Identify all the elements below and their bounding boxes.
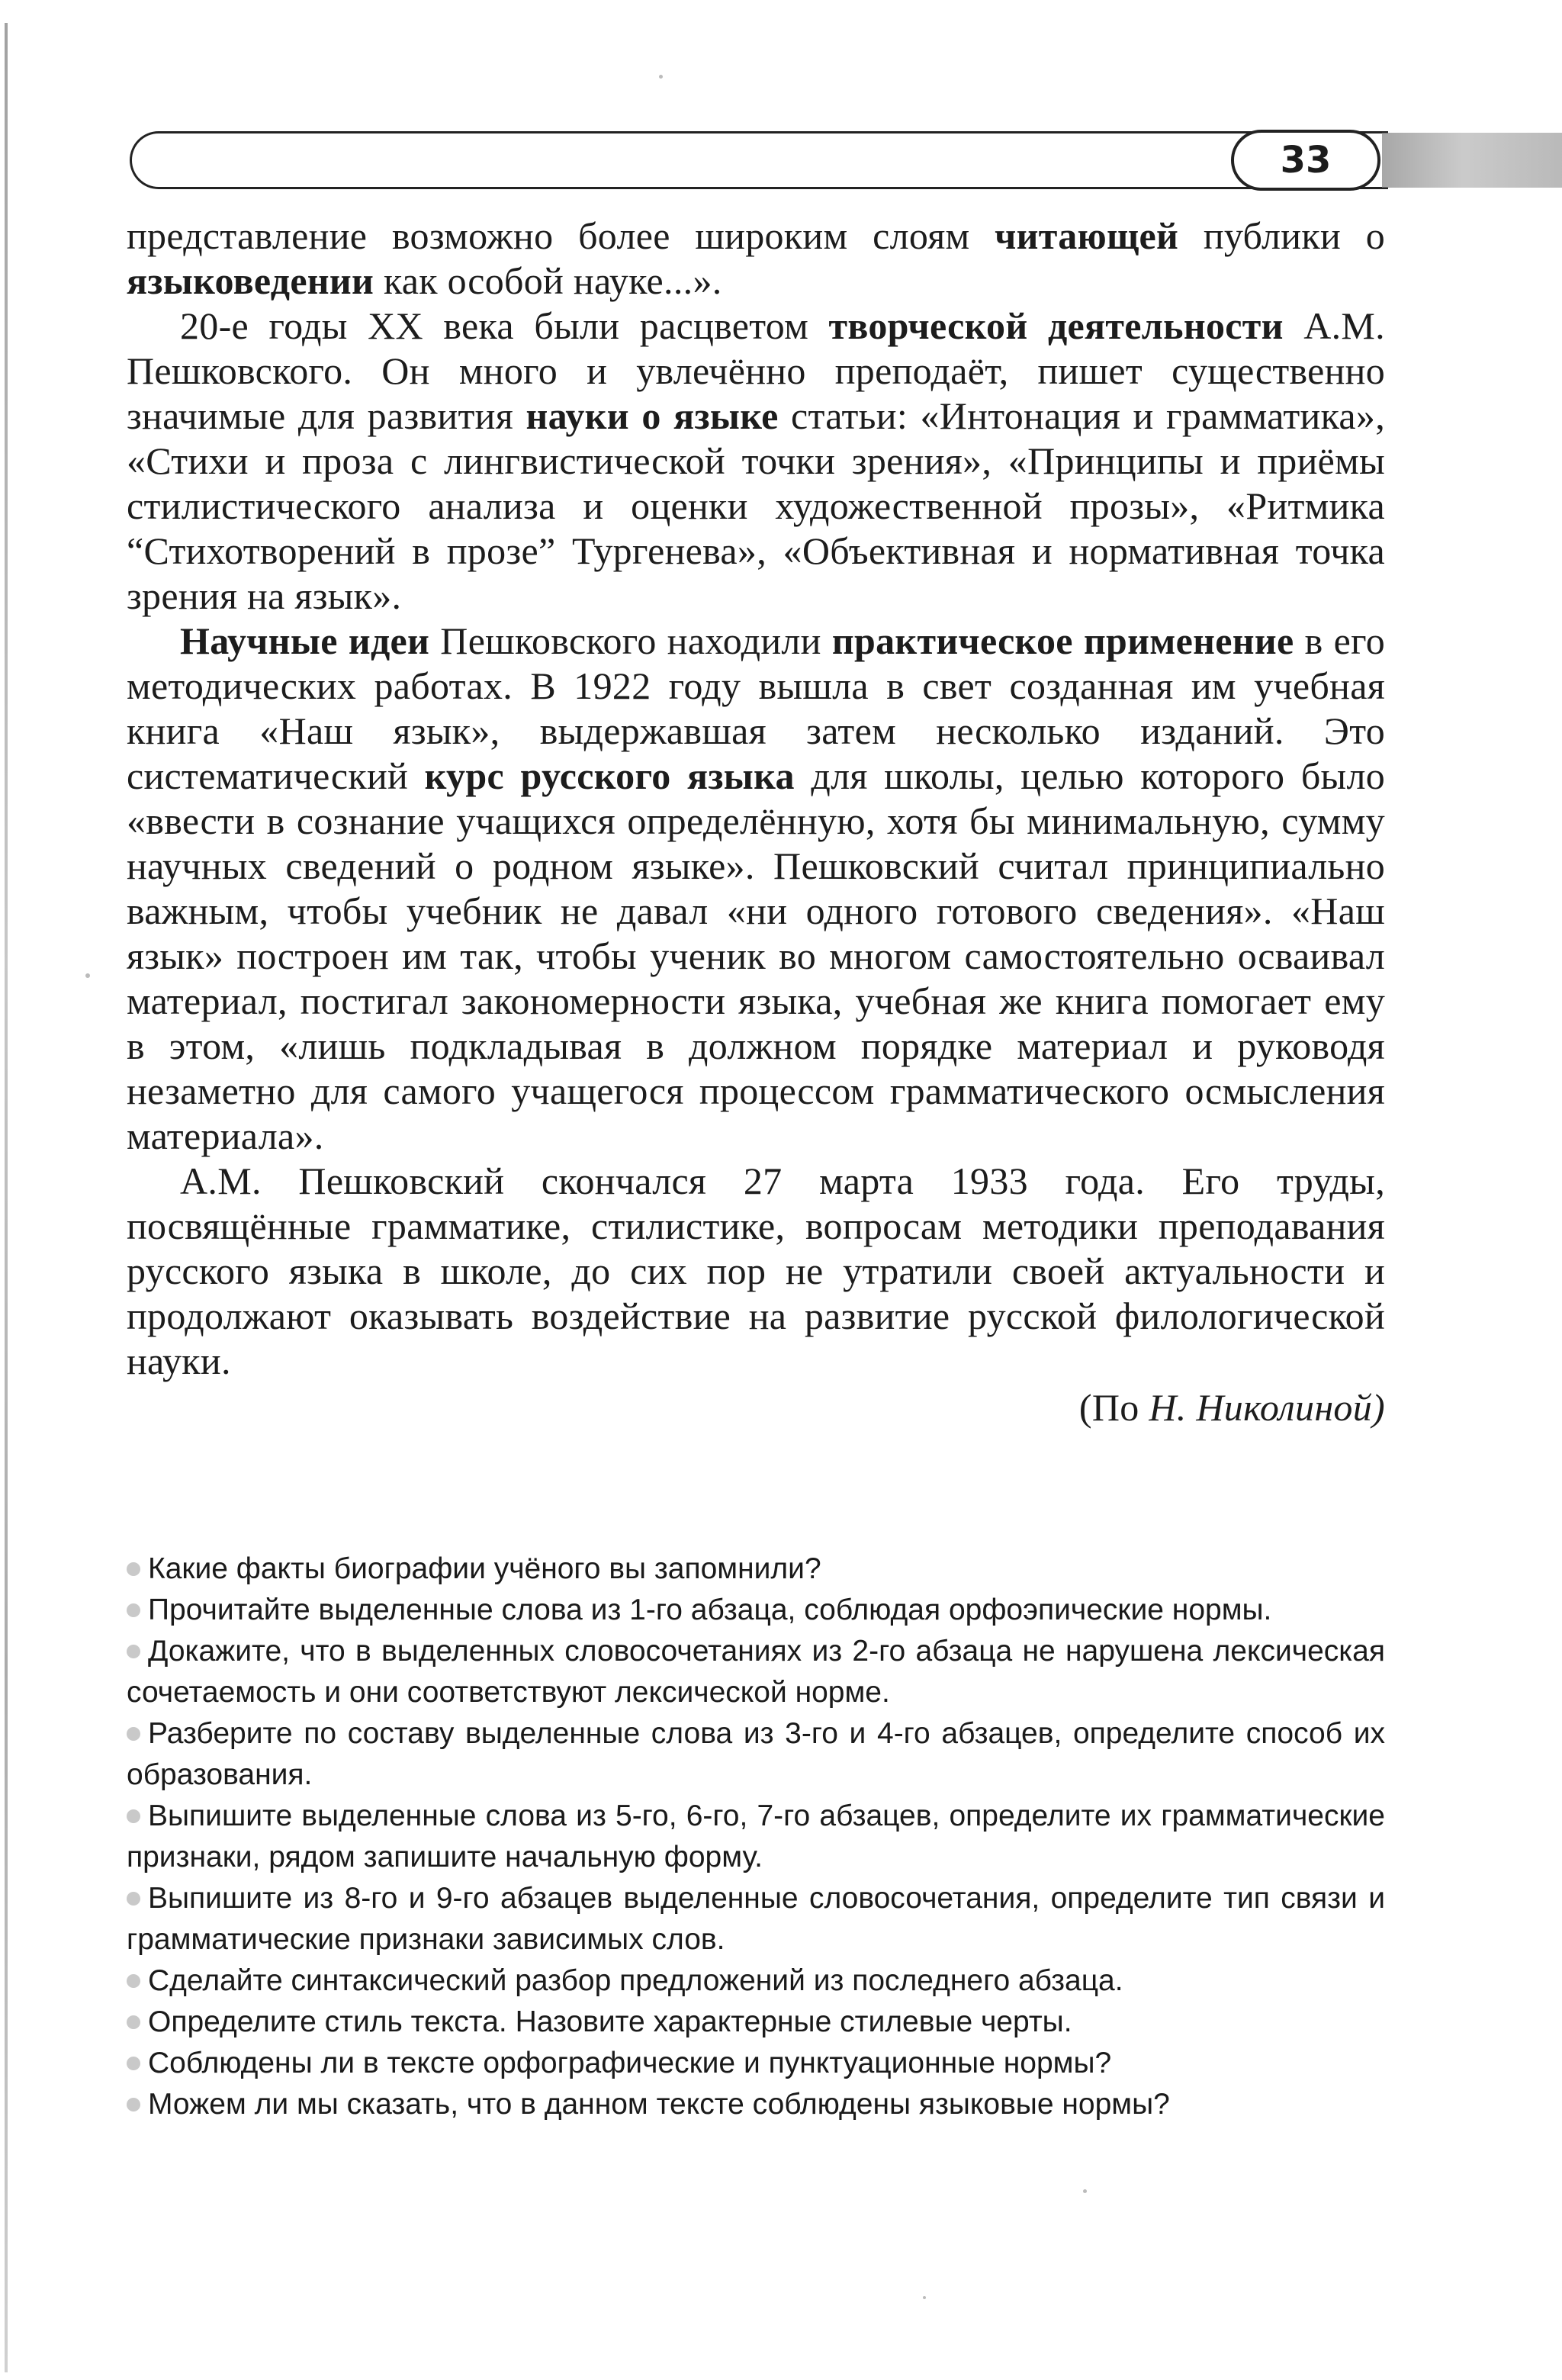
text-run: 20-е годы XX века были расцветом bbox=[180, 304, 829, 347]
bullet-icon bbox=[127, 1562, 140, 1576]
bold-term: читающей bbox=[995, 214, 1179, 257]
page-number-text: 33 bbox=[1280, 139, 1332, 182]
page-header-band bbox=[130, 131, 1388, 189]
bullet-icon bbox=[127, 1603, 140, 1617]
task-text: Разберите по составу выделенные слова из 3-го и 4-го абзацев, определите способ их образования. bbox=[127, 1717, 1385, 1791]
scan-speck bbox=[659, 75, 663, 79]
bullet-icon bbox=[127, 1645, 140, 1658]
bold-term: курс русского языка bbox=[424, 754, 795, 797]
task-item bbox=[127, 1590, 1385, 1631]
bold-term: Научные идеи bbox=[180, 619, 430, 662]
bullet-icon bbox=[127, 1974, 140, 1988]
source-attribution bbox=[127, 1385, 1385, 1430]
text-run: статьи: «Интонация и грамматика», «Стихи и проза с лингвистической точки зрения», «Принципы и приёмы стилистического анализа и оценки художественной прозы», «Ритмика “Стихотворений в прозе” Тургенева», «Объективная и нормативная точка зрения на язык». bbox=[127, 394, 1386, 617]
task-text: Определите стиль текста. Назовите характерные стилевые черты. bbox=[148, 2005, 1072, 2038]
text-run: А.М. Пешковского. Он много и увлечённо преподаёт, пишет существенно значимые для развития bbox=[127, 304, 1385, 437]
bold-term: практическое применение bbox=[831, 619, 1294, 662]
task-item bbox=[127, 2002, 1385, 2043]
task-text: Какие факты биографии учёного вы запомнили? bbox=[148, 1552, 821, 1585]
paragraph-2 bbox=[127, 304, 1385, 619]
attribution-prefix: (По bbox=[1078, 1386, 1149, 1429]
scan-edge-shadow bbox=[5, 23, 8, 2372]
task-item bbox=[127, 1796, 1385, 1878]
text-run: А.М. Пешковский скончался 27 марта 1933 года. Его труды, посвящённые грамматике, стилистике, вопросам методики преподавания русского языка в школе, до сих пор не утратили своей актуальности и продолжают оказывать воздействие на развитие русской филологической науки. bbox=[127, 1159, 1385, 1382]
scan-speck bbox=[85, 973, 90, 978]
bullet-icon bbox=[127, 1727, 140, 1741]
page-header-shade bbox=[1382, 133, 1562, 188]
paragraph-1 bbox=[127, 214, 1385, 304]
page-number bbox=[1231, 130, 1380, 191]
bullet-icon bbox=[127, 1892, 140, 1906]
bullet-icon bbox=[127, 2057, 140, 2070]
task-text: Выпишите из 8-го и 9-го абзацев выделенные словосочетания, определите тип связи и грамматические признаки зависимых слов. bbox=[127, 1882, 1385, 1956]
task-item bbox=[127, 1878, 1385, 1960]
task-text: Докажите, что в выделенных словосочетаниях из 2-го абзаца не нарушена лексическая сочетаемость и они соответствуют лексической норме. bbox=[127, 1635, 1385, 1709]
main-text bbox=[127, 214, 1385, 1430]
task-text: Прочитайте выделенные слова из 1-го абзаца, соблюдая орфоэпические нормы. bbox=[148, 1594, 1272, 1626]
attribution-author: Н. Николиной) bbox=[1149, 1386, 1385, 1429]
task-item bbox=[127, 2043, 1385, 2084]
bold-term: языковедении bbox=[127, 259, 374, 302]
task-item bbox=[127, 1713, 1385, 1796]
task-text: Сделайте синтаксический разбор предложений из последнего абзаца. bbox=[148, 1964, 1123, 1997]
scan-speck bbox=[1083, 2189, 1087, 2193]
task-text: Можем ли мы сказать, что в данном тексте соблюдены языковые нормы? bbox=[148, 2088, 1170, 2121]
task-text: Выпишите выделенные слова из 5-го, 6-го, 7-го абзацев, определите их грамматические признаки, рядом запишите начальную форму. bbox=[127, 1799, 1385, 1873]
text-run: представление возможно более широким слоям bbox=[127, 214, 995, 257]
paragraph-3 bbox=[127, 619, 1385, 1159]
scan-speck bbox=[923, 2296, 926, 2299]
text-run: как особой науке...». bbox=[374, 259, 722, 302]
bullet-icon bbox=[127, 2015, 140, 2029]
text-run: Пешковского находили bbox=[429, 619, 832, 662]
bullet-icon bbox=[127, 2098, 140, 2111]
task-list bbox=[127, 1549, 1385, 2125]
text-run: для школы, целью которого было «ввести в сознание учащихся определённую, хотя бы минимальную, сумму научных сведений о родном языке». Пешковский считал принципиально важным, чтобы учебник не давал «ни одного готового сведения». «Наш язык» построен им так, чтобы ученик во многом самостоятельно осваивал материал, постигал закономерности языка, учебная же книга помогает ему в этом, «лишь подкладывая в должном порядке материал и руководя незаметно для самого учащегося процессом грамматического осмысления материала». bbox=[127, 754, 1386, 1157]
paragraph-4 bbox=[127, 1159, 1385, 1384]
task-text: Соблюдены ли в тексте орфографические и пунктуационные нормы? bbox=[148, 2047, 1112, 2079]
task-item bbox=[127, 1549, 1385, 1590]
bold-term: творческой деятельности bbox=[828, 304, 1284, 347]
task-item bbox=[127, 1631, 1385, 1713]
text-run: публики о bbox=[1178, 214, 1385, 257]
text-run: в его методических работах. В 1922 году вышла в свет созданная им учебная книга «Наш язык», выдержавшая затем несколько изданий. Это систематический bbox=[127, 619, 1385, 797]
bullet-icon bbox=[127, 1809, 140, 1823]
task-item bbox=[127, 1960, 1385, 2002]
bold-term: науки о языке bbox=[525, 394, 779, 437]
task-item bbox=[127, 2084, 1385, 2125]
